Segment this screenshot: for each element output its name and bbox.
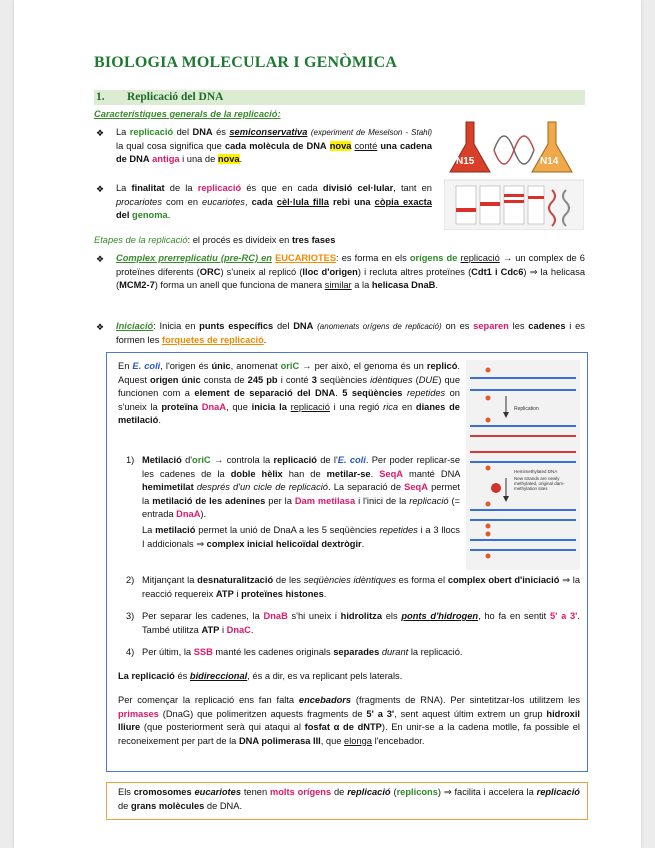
section-title: Replicació del DNA [127,91,224,103]
step-number: 2) [126,575,135,585]
svg-text:Replication: Replication [514,406,539,412]
paragraph-step2-denaturation: Mitjançant la desnaturalització de les seqüències idèntiques es forma el complex obert d'iniciació ⇒ la reacció requereix ATP i proteïnes histones. [142,575,580,599]
paragraph-eukaryote-origins: Els cromosomes eucariotes tenen molts orígens de replicació (replicons) ⇒ facilita i accelera la replicació de grans molècules de DNA. [118,787,580,811]
step-number: 4) [126,647,135,657]
paragraph-stages: Etapes de la replicació: el procés es divideix en tres fases [94,235,336,245]
bullet-diamond-icon: ❖ [96,322,105,332]
svg-text:N14: N14 [540,156,559,167]
paragraph-initiation: Iniciació: Inicia en punts específics del DNA (anomenats orígens de replicació) on es separen les cadenes i es formen les forquetes de replicació. [116,321,585,345]
document-title: BIOLOGIA MOLECULAR I GENÒMICA [94,54,398,71]
paragraph-finality: La finalitat de la replicació és que en cada divisió cel·lular, tant en procariotes com en eucariotes, cada cèl·lula filla rebi una còpia exacta del genoma. [116,183,432,221]
bullet-diamond-icon: ❖ [96,128,105,138]
subheading-characteristics: Característiques generals de la replicació: [94,109,281,119]
dna-methylation-diagram-icon: Replication Hemimethylated DNA New strands are newly methylated, original dam-methylation sites [466,360,580,570]
svg-text:Hemimethylated DNA: Hemimethylated DNA [514,469,558,474]
section-number: 1. [96,91,105,103]
paragraph-step1-methylation: Metilació d'oriC → controla la replicació de l'E. coli. Per poder replicar-se les cadenes de la doble hèlix han de metilar-se. SeqA manté DNA hemimetilat després d'un cicle de replicació. La separació de SeqA permet la metilació de les adenines per la Dam metilasa i l'inici de la replicació (= entrada DnaA). [142,455,461,520]
flask-diagram-icon [444,110,584,230]
step-number: 1) [126,455,135,465]
svg-text:N15: N15 [456,156,475,167]
methylation-figure [466,360,580,570]
paragraph-prereplicative: Complex prerreplicatiu (pre-RC) en EUCARIOTES: es forma en els orígens de replicació → un complex de 6 proteïnes diferents (ORC) s'uneix al replicó (lloc d'origen) i recluta altres proteïnes (Cdt1 i Cdc6) ⇒ la helicasa (MCM2-7) forma un anell que funciona de manera similar a la helicasa DnaB. [116,253,586,291]
step-number: 3) [126,611,135,621]
bullet-diamond-icon: ❖ [96,254,105,264]
document-page [14,0,641,848]
paragraph-primers: Per començar la replicació ens fan falta encebadors (fragments de RNA). Per sintetitzar-los utilitzem les primases (DnaG) que polimeritzen aquests fragments de 5' a 3', sent aquest últim extrem un grup hidroxil lliure (que posteriorment serà qui ataqui al fosfat α de dNTP). En unir-se a la cadena motlle, fa possible el reconeixement per part de la DNA polimerasa III, que elonga l'encebador. [118,695,581,746]
paragraph-bidirectional: La replicació és bidireccional, és a dir, es va replicant pels laterals. [118,671,403,681]
paragraph-step1-complex: La metilació permet la unió de DnaA a les 5 seqüències repetides i a 3 llocs I addicionals ⇒ complex inicial helicoïdal dextrògir. [142,525,460,549]
paragraph-step3-helicase: Per separar les cadenes, la DnaB s'hi uneix i hidrolitza els ponts d'hidrogen, ho fa en sentit 5' a 3'. També utilitza ATP i DnaC. [142,611,580,635]
meselson-stahl-figure [444,110,584,230]
paragraph-ecoli-origin: En E. coli, l'origen és únic, anomenat oriC → per això, el genoma és un replicó. Aquest origen únic consta de 245 pb i conté 3 seqüències idèntiques (DUE) que funcionen com a element de separació del DNA. 5 seqüències repetides on s'uneix la proteïna DnaA, que inicia la replicació i una regió rica en dianes de metilació. [118,361,461,426]
paragraph-semiconservative: La replicació del DNA és semiconservativa (experiment de Meselson - Stahl) la qual cosa significa que cada molècula de DNA nova conté una cadena de DNA antiga i una de nova. [116,127,433,165]
paragraph-step4-ssb: Per últim, la SSB manté les cadenes originals separades durant la replicació. [142,647,463,657]
bullet-diamond-icon: ❖ [96,184,105,194]
